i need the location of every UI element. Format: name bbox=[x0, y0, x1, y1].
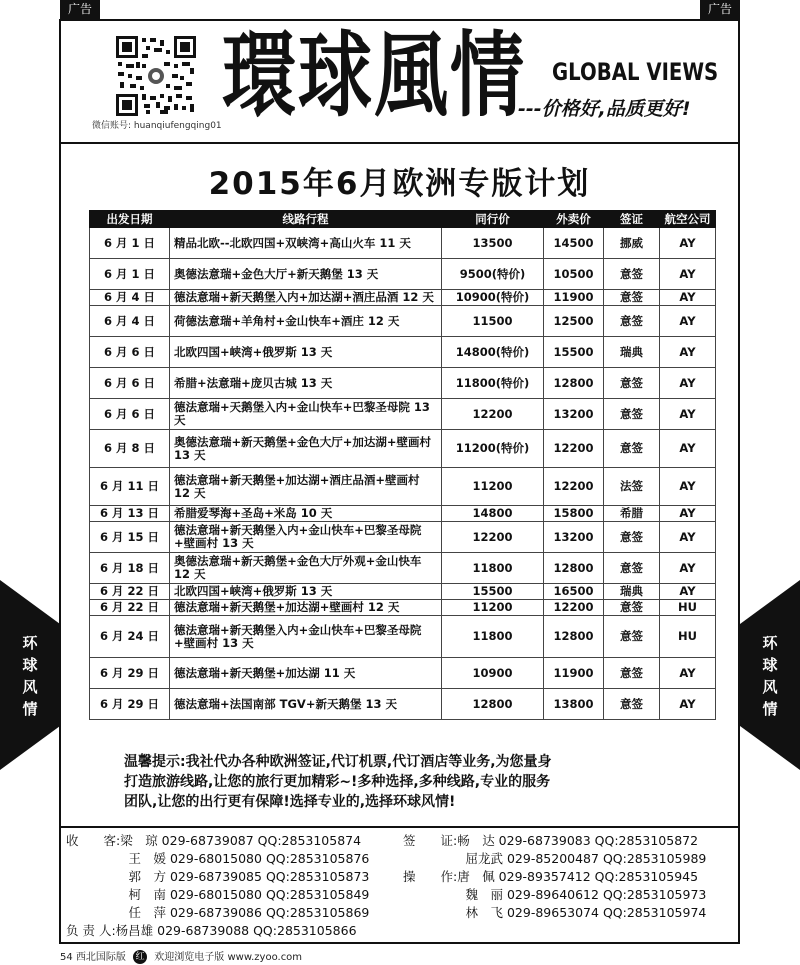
cell-peer-price: 11800 bbox=[442, 616, 544, 658]
cell-visa: 瑞典 bbox=[604, 584, 660, 600]
cell-peer-price: 12200 bbox=[442, 399, 544, 430]
slogan: ---价格好,品质更好! bbox=[518, 98, 691, 120]
cell-airline: AY bbox=[660, 259, 716, 290]
edition-label: 西北国际版 bbox=[75, 952, 126, 963]
cell-airline: AY bbox=[660, 553, 716, 584]
cell-peer-price: 15500 bbox=[442, 584, 544, 600]
contact-line: 柯 南 029-68015080 QQ:2853105849 bbox=[66, 887, 370, 902]
cell-peer-price: 11200(特价) bbox=[442, 430, 544, 468]
cell-visa: 意签 bbox=[604, 430, 660, 468]
cell-peer-price: 12200 bbox=[442, 522, 544, 553]
cell-peer-price: 12800 bbox=[442, 689, 544, 720]
side-label-left: 环 球 风 情 bbox=[22, 634, 38, 718]
ad-tag-left: 广告 bbox=[60, 0, 100, 19]
cell-airline: AY bbox=[660, 430, 716, 468]
cell-visa: 意签 bbox=[604, 600, 660, 616]
cell-retail-price: 13800 bbox=[544, 689, 604, 720]
cell-peer-price: 10900(特价) bbox=[442, 290, 544, 306]
cell-date: 6 月 24 日 bbox=[90, 616, 170, 658]
contact-line: 操 作:唐 佩 029-89357412 QQ:2853105945 bbox=[403, 869, 699, 884]
table-row bbox=[90, 259, 716, 290]
itinerary-table bbox=[89, 210, 716, 720]
cell-retail-price: 12200 bbox=[544, 600, 604, 616]
notice-line: 打造旅游线路,让您的旅行更加精彩~!多种选择,多种线路,专业的服务 bbox=[124, 774, 551, 790]
brand-logo: 環球風情 bbox=[222, 22, 526, 130]
cell-route: 德法意瑞+新天鹅堡入内+金山快车+巴黎圣母院+壁画村 13 天 bbox=[170, 522, 442, 553]
cell-visa: 意签 bbox=[604, 616, 660, 658]
cell-retail-price: 12800 bbox=[544, 616, 604, 658]
cell-retail-price: 12200 bbox=[544, 468, 604, 506]
cell-date: 6 月 8 日 bbox=[90, 430, 170, 468]
page-number: 54 bbox=[60, 952, 73, 963]
cell-visa: 意签 bbox=[604, 306, 660, 337]
cell-visa: 意签 bbox=[604, 368, 660, 399]
qr-code bbox=[116, 36, 196, 116]
cell-route: 奥德法意瑞+金色大厅+新天鹅堡 13 天 bbox=[170, 259, 442, 290]
contact-line: 魏 丽 029-89640612 QQ:2853105973 bbox=[403, 887, 707, 902]
cell-date: 6 月 22 日 bbox=[90, 584, 170, 600]
table-row bbox=[90, 306, 716, 337]
cell-date: 6 月 18 日 bbox=[90, 553, 170, 584]
table-row bbox=[90, 522, 716, 553]
table-row bbox=[90, 368, 716, 399]
table-row bbox=[90, 430, 716, 468]
cell-route: 德法意瑞+新天鹅堡+加达湖 11 天 bbox=[170, 658, 442, 689]
col-header-airline: 航空公司 bbox=[660, 211, 716, 228]
cell-airline: AY bbox=[660, 368, 716, 399]
contact-line: 负 责 人:杨昌雄 029-68739088 QQ:2853105866 bbox=[66, 923, 357, 938]
cell-retail-price: 14500 bbox=[544, 228, 604, 259]
contact-line: 王 媛 029-68015080 QQ:2853105876 bbox=[66, 851, 370, 866]
cell-retail-price: 11900 bbox=[544, 290, 604, 306]
cell-date: 6 月 29 日 bbox=[90, 658, 170, 689]
contacts-divider bbox=[59, 826, 740, 828]
cell-visa: 挪威 bbox=[604, 228, 660, 259]
browse-label: 欢迎浏览电子版 bbox=[154, 952, 225, 963]
notice-line: 温馨提示:我社代办各种欧洲签证,代订机票,代订酒店等业务,为您量身 bbox=[124, 754, 552, 770]
cell-retail-price: 15800 bbox=[544, 506, 604, 522]
cell-route: 北欧四国+峡湾+俄罗斯 13 天 bbox=[170, 584, 442, 600]
cell-peer-price: 11800 bbox=[442, 553, 544, 584]
cell-date: 6 月 4 日 bbox=[90, 306, 170, 337]
contact-line: 屈龙武 029-85200487 QQ:2853105989 bbox=[403, 851, 707, 866]
page-title: 2015年6月欧洲专版计划 bbox=[208, 166, 591, 202]
cell-route: 北欧四国+峡湾+俄罗斯 13 天 bbox=[170, 337, 442, 368]
cell-route: 德法意瑞+天鹅堡入内+金山快车+巴黎圣母院 13 天 bbox=[170, 399, 442, 430]
cell-airline: AY bbox=[660, 399, 716, 430]
cell-peer-price: 13500 bbox=[442, 228, 544, 259]
cell-airline: AY bbox=[660, 468, 716, 506]
header-divider bbox=[59, 142, 740, 144]
global-views-label: GLOBAL VIEWS bbox=[552, 58, 719, 86]
cell-date: 6 月 29 日 bbox=[90, 689, 170, 720]
cell-retail-price: 12800 bbox=[544, 553, 604, 584]
table-row bbox=[90, 553, 716, 584]
cell-airline: AY bbox=[660, 522, 716, 553]
cell-retail-price: 13200 bbox=[544, 522, 604, 553]
table-header-row bbox=[90, 211, 716, 228]
cell-visa: 意签 bbox=[604, 290, 660, 306]
notice-text bbox=[124, 752, 704, 812]
table-row bbox=[90, 228, 716, 259]
cell-retail-price: 12500 bbox=[544, 306, 604, 337]
cell-date: 6 月 1 日 bbox=[90, 259, 170, 290]
cell-visa: 瑞典 bbox=[604, 337, 660, 368]
page-footer bbox=[60, 948, 302, 964]
contact-line: 郭 方 029-68739085 QQ:2853105873 bbox=[66, 869, 370, 884]
cell-peer-price: 11200 bbox=[442, 600, 544, 616]
cell-peer-price: 11800(特价) bbox=[442, 368, 544, 399]
cell-airline: AY bbox=[660, 306, 716, 337]
cell-date: 6 月 13 日 bbox=[90, 506, 170, 522]
cell-peer-price: 11500 bbox=[442, 306, 544, 337]
contact-line: 签 证:畅 达 029-68739083 QQ:2853105872 bbox=[403, 833, 699, 848]
edition-badge-icon: 红 bbox=[133, 950, 147, 964]
table-row bbox=[90, 616, 716, 658]
contact-line: 林 飞 029-89653074 QQ:2853105974 bbox=[403, 905, 707, 920]
cell-route: 精品北欧--北欧四国+双峡湾+高山火车 11 天 bbox=[170, 228, 442, 259]
cell-route: 德法意瑞+新天鹅堡+加达湖+酒庄品酒+壁画村 12 天 bbox=[170, 468, 442, 506]
cell-date: 6 月 1 日 bbox=[90, 228, 170, 259]
cell-route: 荷德法意瑞+羊角村+金山快车+酒庄 12 天 bbox=[170, 306, 442, 337]
col-header-route: 线路行程 bbox=[170, 211, 442, 228]
col-header-visa: 签证 bbox=[604, 211, 660, 228]
cell-route: 德法意瑞+新天鹅堡入内+加达湖+酒庄品酒 12 天 bbox=[170, 290, 442, 306]
cell-retail-price: 16500 bbox=[544, 584, 604, 600]
table-row bbox=[90, 689, 716, 720]
cell-peer-price: 14800 bbox=[442, 506, 544, 522]
wechat-account: 微信账号: huanqiufengqing01 bbox=[92, 121, 222, 131]
cell-retail-price: 13200 bbox=[544, 399, 604, 430]
cell-airline: AY bbox=[660, 658, 716, 689]
cell-retail-price: 11900 bbox=[544, 658, 604, 689]
table-row bbox=[90, 600, 716, 616]
cell-date: 6 月 15 日 bbox=[90, 522, 170, 553]
cell-route: 希腊+法意瑞+庞贝古城 13 天 bbox=[170, 368, 442, 399]
cell-date: 6 月 6 日 bbox=[90, 337, 170, 368]
cell-visa: 法签 bbox=[604, 468, 660, 506]
col-header-date: 出发日期 bbox=[90, 211, 170, 228]
col-header-peer-price: 同行价 bbox=[442, 211, 544, 228]
cell-visa: 意签 bbox=[604, 553, 660, 584]
cell-airline: HU bbox=[660, 616, 716, 658]
cell-peer-price: 10900 bbox=[442, 658, 544, 689]
contact-line: 任 萍 029-68739086 QQ:2853105869 bbox=[66, 905, 370, 920]
cell-visa: 意签 bbox=[604, 399, 660, 430]
cell-date: 6 月 6 日 bbox=[90, 368, 170, 399]
cell-retail-price: 10500 bbox=[544, 259, 604, 290]
table-row bbox=[90, 506, 716, 522]
cell-airline: AY bbox=[660, 506, 716, 522]
cell-visa: 意签 bbox=[604, 658, 660, 689]
cell-route: 奥德法意瑞+新天鹅堡+金色大厅+加达湖+壁画村 13 天 bbox=[170, 430, 442, 468]
cell-airline: AY bbox=[660, 337, 716, 368]
cell-visa: 希腊 bbox=[604, 506, 660, 522]
cell-date: 6 月 6 日 bbox=[90, 399, 170, 430]
table-row bbox=[90, 399, 716, 430]
table-row bbox=[90, 468, 716, 506]
side-label-right: 环 球 风 情 bbox=[762, 634, 778, 718]
cell-visa: 意签 bbox=[604, 259, 660, 290]
cell-airline: AY bbox=[660, 228, 716, 259]
table-row bbox=[90, 337, 716, 368]
ad-tag-right: 广告 bbox=[700, 0, 740, 19]
col-header-retail-price: 外卖价 bbox=[544, 211, 604, 228]
cell-date: 6 月 22 日 bbox=[90, 600, 170, 616]
cell-route: 德法意瑞+法国南部 TGV+新天鹅堡 13 天 bbox=[170, 689, 442, 720]
cell-retail-price: 12800 bbox=[544, 368, 604, 399]
contact-line: 收 客:梁 琼 029-68739087 QQ:2853105874 bbox=[66, 833, 362, 848]
website-link[interactable]: www.zyoo.com bbox=[227, 952, 303, 963]
table-row bbox=[90, 290, 716, 306]
cell-airline: HU bbox=[660, 600, 716, 616]
cell-route: 奥德法意瑞+新天鹅堡+金色大厅外观+金山快车 12 天 bbox=[170, 553, 442, 584]
cell-retail-price: 15500 bbox=[544, 337, 604, 368]
cell-date: 6 月 11 日 bbox=[90, 468, 170, 506]
cell-airline: AY bbox=[660, 689, 716, 720]
cell-route: 德法意瑞+新天鹅堡+加达湖+壁画村 12 天 bbox=[170, 600, 442, 616]
cell-airline: AY bbox=[660, 584, 716, 600]
table-row bbox=[90, 584, 716, 600]
notice-line: 团队,让您的出行更有保障!选择专业的,选择环球风情! bbox=[124, 794, 456, 810]
cell-retail-price: 12200 bbox=[544, 430, 604, 468]
cell-peer-price: 9500(特价) bbox=[442, 259, 544, 290]
cell-peer-price: 11200 bbox=[442, 468, 544, 506]
cell-date: 6 月 4 日 bbox=[90, 290, 170, 306]
cell-route: 德法意瑞+新天鹅堡入内+金山快车+巴黎圣母院+壁画村 13 天 bbox=[170, 616, 442, 658]
cell-peer-price: 14800(特价) bbox=[442, 337, 544, 368]
cell-visa: 意签 bbox=[604, 522, 660, 553]
table-row bbox=[90, 658, 716, 689]
cell-airline: AY bbox=[660, 290, 716, 306]
cell-route: 希腊爱琴海+圣岛+米岛 10 天 bbox=[170, 506, 442, 522]
cell-visa: 意签 bbox=[604, 689, 660, 720]
